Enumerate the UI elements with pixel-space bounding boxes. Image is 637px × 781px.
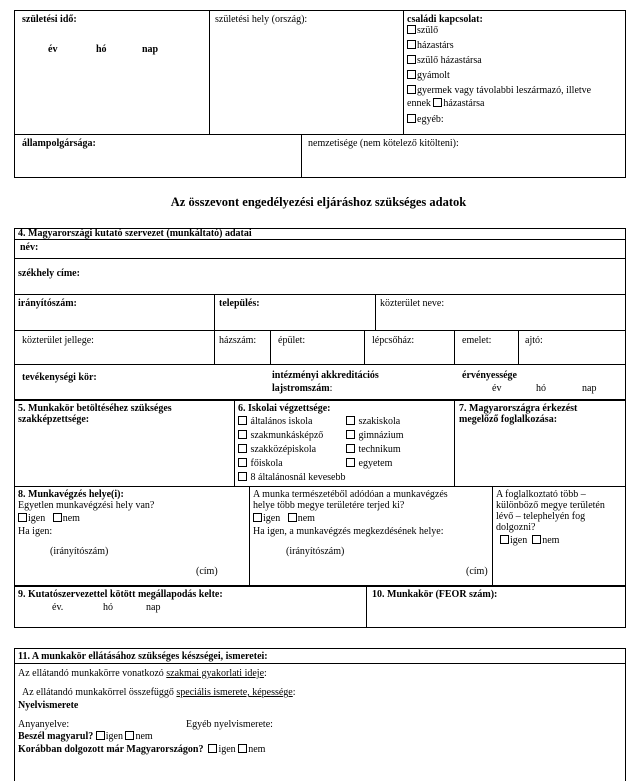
validity-label: érvényessége xyxy=(462,370,517,381)
edu-kevesebb: 8 általánosnál kevesebb xyxy=(238,472,345,484)
option-szulo-hazastarsa: szülő házastársa xyxy=(407,55,482,67)
divider xyxy=(14,239,626,240)
address-hint: (cím) xyxy=(196,566,218,577)
gyermek-checkbox[interactable] xyxy=(407,85,416,94)
edu-szakkozep-checkbox[interactable] xyxy=(238,444,247,453)
edu-technikum: technikum xyxy=(346,444,401,456)
section11-title: 11. A munkakör ellátásához szükséges készségei, ismeretei: xyxy=(18,651,268,662)
divider xyxy=(14,400,626,401)
divider xyxy=(366,586,367,628)
option-hazastars: házastárs xyxy=(407,40,454,52)
edu-szakiskola-checkbox[interactable] xyxy=(346,416,355,425)
birth-month-label: hó xyxy=(96,44,107,55)
zip-hint: (irányítószám) xyxy=(50,546,109,557)
start-zip-hint: (irányítószám) xyxy=(286,546,345,557)
section7-subtitle: megelőző foglalkozása: xyxy=(459,414,558,425)
employer-zip-label: irányítószám: xyxy=(18,298,77,309)
agreement-year-label: év. xyxy=(52,602,64,613)
edu-alt: általános iskola xyxy=(238,416,312,428)
registry-label: lajstromszám: xyxy=(272,383,333,394)
validity-month-label: hó xyxy=(536,383,546,394)
edu-egyetem: egyetem xyxy=(346,458,392,470)
divider xyxy=(234,400,235,486)
divider xyxy=(454,400,455,486)
sites-question-1: A foglalkoztató több – xyxy=(496,489,586,500)
birth-date-label: születési idő: xyxy=(22,14,77,25)
edu-szakkozep: szakközépiskola xyxy=(238,444,316,456)
section5-title: 5. Munkakör betöltéséhez szükséges xyxy=(18,403,172,414)
if-yes-label: Ha igen: xyxy=(18,526,53,537)
multi-county-question-2: helye több megye területére terjed ki? xyxy=(253,500,405,511)
divider xyxy=(14,663,626,664)
divider xyxy=(14,400,15,486)
employer-street-label: közterület neve: xyxy=(380,298,445,309)
speaks-nem-checkbox[interactable] xyxy=(125,731,134,740)
sites-nem-checkbox[interactable] xyxy=(532,535,541,544)
practice-label: Az ellátandó munkakörre vonatkozó szakmai gyakorlati ideje: xyxy=(18,668,267,679)
start-place-label: Ha igen, a munkavégzés megkezdésének helye: xyxy=(253,526,444,537)
section10-title: 10. Munkakör (FEOR szám): xyxy=(372,589,498,600)
edu-egyetem-checkbox[interactable] xyxy=(346,458,355,467)
edu-foiskola-checkbox[interactable] xyxy=(238,458,247,467)
birth-day-label: nap xyxy=(142,44,159,55)
edu-gimnazium-checkbox[interactable] xyxy=(346,430,355,439)
nationality-label: nemzetisége (nem kötelező kitölteni): xyxy=(308,138,459,149)
native-language-label: Anyanyelve: xyxy=(18,719,70,730)
divider xyxy=(364,330,365,364)
door-label: ajtó: xyxy=(525,335,543,346)
speaks-hungarian-row: Beszél magyarul? igen nem xyxy=(18,731,153,742)
edu-szakmunkas: szakmunkásképző xyxy=(238,430,323,442)
single-place-options: igen nem xyxy=(18,513,80,525)
agreement-month-label: hó xyxy=(103,602,113,613)
employer-city-label: település: xyxy=(219,298,260,309)
divider xyxy=(375,294,376,330)
section7-title: 7. Magyarországra érkezést xyxy=(459,403,578,414)
start-address-hint: (cím) xyxy=(466,566,488,577)
option-gyermek: gyermek vagy távolabbi leszármazó, illetve xyxy=(407,85,591,97)
special-knowledge-label: Az ellátandó munkakörrel összefüggő speciális ismerete, képessége: xyxy=(22,687,296,698)
single-place-igen-checkbox[interactable] xyxy=(18,513,27,522)
divider xyxy=(301,134,302,178)
worked-igen-checkbox[interactable] xyxy=(208,744,217,753)
gyamolt-checkbox[interactable] xyxy=(407,70,416,79)
edu-kevesebb-checkbox[interactable] xyxy=(238,472,247,481)
multi-county-question: A munka természetéből adódóan a munkavégzés xyxy=(253,489,448,500)
validity-day-label: nap xyxy=(582,383,597,394)
option-egyeb: egyéb: xyxy=(407,114,444,126)
birth-place-label: születési hely (ország): xyxy=(215,14,308,25)
single-place-question: Egyetlen munkavégzési hely van? xyxy=(18,500,155,511)
divider xyxy=(14,294,626,295)
staircase-label: lépcsőház: xyxy=(372,335,415,346)
section-heading: Az összevont engedélyezési eljáráshoz szükséges adatok xyxy=(170,195,467,209)
divider xyxy=(403,10,404,135)
worked-nem-checkbox[interactable] xyxy=(238,744,247,753)
edu-alt-checkbox[interactable] xyxy=(238,416,247,425)
divider xyxy=(270,330,271,364)
multi-county-options: igen nem xyxy=(253,513,315,525)
street-type-label: közterület jellege: xyxy=(22,335,94,346)
family-relation-label: családi kapcsolat: xyxy=(407,14,483,25)
edu-foiskola: főiskola xyxy=(238,458,283,470)
divider xyxy=(214,294,215,330)
house-number-label: házszám: xyxy=(219,335,257,346)
section4-title: 4. Magyarországi kutató szervezet (munkáltató) adatai xyxy=(18,228,252,239)
divider xyxy=(492,486,493,586)
egyeb-checkbox[interactable] xyxy=(407,114,416,123)
employer-hq-label: székhely címe: xyxy=(18,268,80,279)
sites-question-3: lévő – telephelyén fog xyxy=(496,511,586,522)
edu-gimnazium: gimnázium xyxy=(346,430,404,442)
multi-county-igen-checkbox[interactable] xyxy=(253,513,262,522)
ennek-hazastarsa-checkbox[interactable] xyxy=(433,98,442,107)
building-label: épület: xyxy=(278,335,306,346)
speaks-igen-checkbox[interactable] xyxy=(96,731,105,740)
activity-label: tevékenységi kör: xyxy=(22,372,97,383)
single-place-nem-checkbox[interactable] xyxy=(53,513,62,522)
floor-label: emelet: xyxy=(462,335,492,346)
divider xyxy=(209,10,210,135)
agreement-day-label: nap xyxy=(146,602,161,613)
edu-szakiskola: szakiskola xyxy=(346,416,400,428)
option-szulo: szülő xyxy=(407,25,438,37)
divider xyxy=(249,486,250,586)
multi-county-nem-checkbox[interactable] xyxy=(288,513,297,522)
divider xyxy=(14,330,626,331)
section9-title: 9. Kutatószervezettel kötött megállapodás kelte: xyxy=(18,589,223,600)
option-gyamolt: gyámolt xyxy=(407,70,450,82)
citizenship-label: állampolgársága: xyxy=(22,138,96,149)
divider xyxy=(518,330,519,364)
divider xyxy=(214,330,215,364)
edu-technikum-checkbox[interactable] xyxy=(346,444,355,453)
divider xyxy=(14,134,626,135)
section5-subtitle: szakképzettsége: xyxy=(18,414,90,425)
edu-szakmunkas-checkbox[interactable] xyxy=(238,430,247,439)
sites-igen-checkbox[interactable] xyxy=(500,535,509,544)
worked-before-row: Korábban dolgozott már Magyarországon? igen nem xyxy=(18,744,266,755)
accreditation-label: intézményi akkreditációs xyxy=(272,370,379,381)
other-language-label: Egyéb nyelvismerete: xyxy=(186,719,273,730)
sites-question-4: dolgozni? xyxy=(496,522,536,533)
divider xyxy=(625,400,626,486)
option-ennek-hazastarsa: ennek házastársa xyxy=(407,98,485,109)
hazastars-checkbox[interactable] xyxy=(407,40,416,49)
divider xyxy=(454,330,455,364)
validity-year-label: év xyxy=(492,383,502,394)
divider xyxy=(14,258,626,259)
sites-question-2: különböző megye területén xyxy=(496,500,605,511)
language-heading: Nyelvismerete xyxy=(18,700,79,711)
szulo-checkbox[interactable] xyxy=(407,25,416,34)
divider xyxy=(14,364,626,365)
section6-title: 6. Iskolai végzettsége: xyxy=(238,403,331,414)
section8-title: 8. Munkavégzés helye(i): xyxy=(18,489,124,500)
sites-options: igen nem xyxy=(500,535,559,547)
employer-name-label: név: xyxy=(20,242,39,253)
birth-year-label: év xyxy=(48,44,58,55)
szulo-hazastarsa-checkbox[interactable] xyxy=(407,55,416,64)
